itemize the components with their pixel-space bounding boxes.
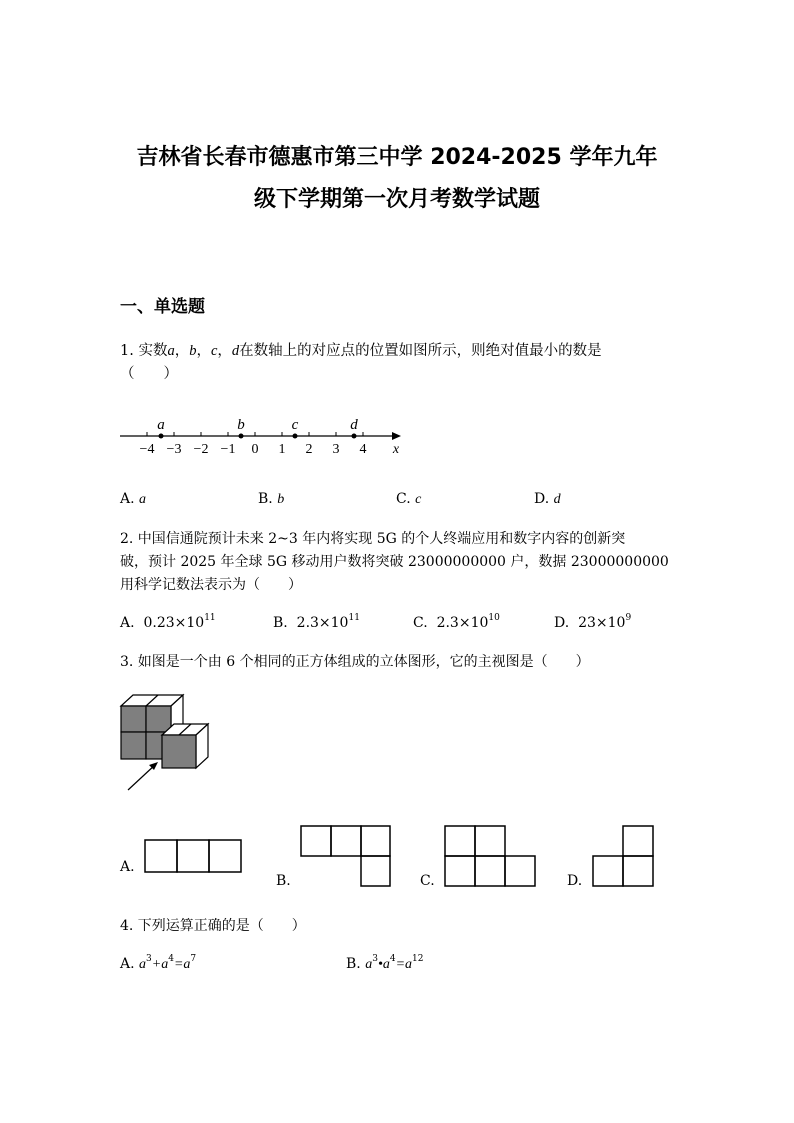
q4-option-b[interactable]: B. $a^3•a^4=a^{12}$ (346, 954, 424, 972)
q1-option-a[interactable]: A. a (120, 491, 147, 507)
q3-option-b-label[interactable]: B. (276, 873, 291, 889)
q1-option-b[interactable]: B. b (258, 491, 285, 507)
q3-option-b-figure[interactable] (300, 824, 392, 888)
q1-option-c[interactable]: C. c (396, 491, 422, 507)
document-title-line2: 级下学期第一次月考数学试题 (253, 187, 540, 212)
tick-label: 4 (359, 442, 367, 457)
var-c: c (210, 343, 218, 359)
var-a: a (167, 343, 175, 359)
tick-label: −1 (220, 442, 236, 457)
q3-option-a-label[interactable]: A. (120, 859, 135, 875)
sep: ， (196, 343, 211, 359)
q2-option-d[interactable]: D. $23\times 10^9$ (554, 613, 632, 631)
point-c (293, 434, 298, 439)
q3-option-c-label[interactable]: C. (420, 873, 435, 889)
number-line-figure (115, 408, 415, 460)
q2-line2: 破，预计 2025 年全球 5G 移动用户数将突破 23000000000 户，数据 23000000000 (120, 554, 669, 570)
sep: ， (174, 343, 190, 359)
point-label-a: a (157, 417, 165, 433)
q3-option-c-figure[interactable] (444, 824, 538, 888)
sep: ， (217, 343, 232, 359)
tick-label: −3 (166, 442, 182, 457)
q3-option-d-label[interactable]: D. (567, 873, 583, 889)
var-d: d (231, 343, 240, 359)
q3-option-d-figure[interactable] (592, 824, 656, 888)
point-label-c: c (291, 417, 299, 433)
question-3-stem: 3. 如图是一个由 6 个相同的正方体组成的立体图形，它的主视图是（ ） (120, 654, 590, 670)
tick-label: 2 (305, 442, 313, 457)
tick-label: −2 (193, 442, 209, 457)
document-title-line1: 吉林省长春市德惠市第三中学 2024-2025 学年九年 (136, 145, 658, 170)
q2-line1: 2. 中国信通院预计未来 2~3 年内将实现 5G 的个人终端应用和数字内容的创新突 (120, 531, 626, 547)
view-arrow (128, 764, 156, 790)
axis-arrow (392, 432, 401, 440)
q1-stem-suffix: 在数轴上的对应点的位置如图所示，则绝对值最小的数是 (239, 343, 602, 359)
cube-solid-figure (118, 692, 218, 797)
tick-marks (147, 432, 363, 436)
section-heading: 一、单选题 (120, 297, 205, 317)
tick-label: 1 (278, 442, 286, 457)
q2-option-c[interactable]: C. $2.3\times 10^{10}$ (413, 613, 500, 631)
q2-option-a[interactable]: A. $0.23\times 10^{11}$ (120, 613, 216, 631)
point-label-d: d (350, 417, 358, 433)
q3-option-a-figure[interactable] (144, 838, 244, 874)
q1-stem-prefix: 1. 实数 (120, 343, 168, 359)
q4-option-a[interactable]: A. $a^3+a^4=a^7$ (120, 954, 197, 972)
q1-option-d[interactable]: D. d (534, 491, 561, 507)
question-1-stem (120, 340, 680, 386)
question-4-stem: 4. 下列运算正确的是（ ） (120, 918, 306, 934)
tick-label: 3 (332, 442, 340, 457)
tick-label: 0 (251, 442, 259, 457)
point-b (239, 434, 244, 439)
axis-variable: x (392, 442, 400, 457)
point-d (352, 434, 357, 439)
point-label-b: b (237, 417, 245, 433)
q2-line3: 用科学记数法表示为（ ） (120, 577, 302, 593)
q2-option-b[interactable]: B. $2.3\times 10^{11}$ (273, 613, 360, 631)
point-a (159, 434, 164, 439)
var-b: b (189, 343, 197, 359)
question-2-stem (120, 528, 685, 597)
answer-paren: （ ） (120, 366, 178, 382)
tick-label: −4 (139, 442, 155, 457)
